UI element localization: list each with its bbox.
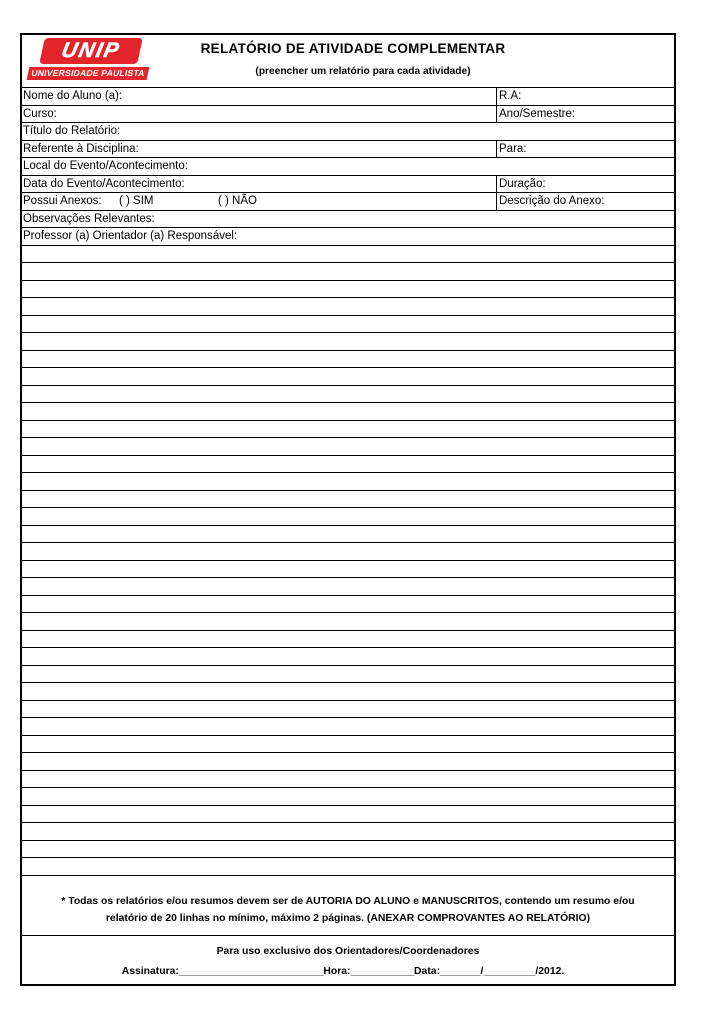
note-line-2: relatório de 20 linhas no mínimo, máximo 2 páginas. (ANEXAR COMPROVANTES AO RELATÓRIO) xyxy=(105,913,591,924)
writing-line xyxy=(22,648,674,666)
writing-line xyxy=(22,543,674,561)
writing-line xyxy=(22,421,674,439)
row-anexos xyxy=(22,193,674,211)
writing-line xyxy=(22,351,674,369)
writing-line xyxy=(22,788,674,806)
writing-line xyxy=(22,403,674,421)
writing-line xyxy=(22,298,674,316)
form-header xyxy=(22,35,674,88)
authorship-note xyxy=(22,888,674,936)
row-data xyxy=(22,176,674,194)
footer-line-1: Para uso exclusivo dos Orientadores/Coordenadores xyxy=(216,946,480,957)
writing-line xyxy=(22,823,674,841)
label-professor: Professor (a) Orientador (a) Responsável: xyxy=(23,230,238,242)
writing-line xyxy=(22,736,674,754)
report-form xyxy=(20,33,676,986)
writing-line xyxy=(22,683,674,701)
writing-line xyxy=(22,578,674,596)
label-titulo: Título do Relatório: xyxy=(23,125,121,137)
writing-line xyxy=(22,561,674,579)
label-curso: Curso: xyxy=(23,107,57,120)
row-professor xyxy=(22,228,674,246)
label-para: Para: xyxy=(496,141,674,159)
note-line-1: * Todas os relatórios e/ou resumos devem ser de AUTORIA DO ALUNO e MANUSCRITOS, contendo um resumo e/ou xyxy=(61,896,635,907)
writing-line xyxy=(22,701,674,719)
label-descricao-anexo: Descrição do Anexo: xyxy=(496,193,674,211)
writing-line xyxy=(22,316,674,334)
writing-line xyxy=(22,841,674,859)
row-titulo xyxy=(22,123,674,141)
option-nao: ( ) NÃO xyxy=(218,195,257,207)
writing-line xyxy=(22,718,674,736)
form-subtitle: (preencher um relatório para cada atividade) xyxy=(255,66,471,77)
logo-subtitle: UNIVERSIDADE PAULISTA xyxy=(27,67,150,80)
writing-line xyxy=(22,456,674,474)
label-observacoes: Observações Relevantes: xyxy=(23,212,155,225)
label-local: Local do Evento/Acontecimento: xyxy=(23,160,188,172)
row-local xyxy=(22,158,674,176)
logo-word: UNIP xyxy=(59,39,123,62)
writing-line xyxy=(22,386,674,404)
writing-line xyxy=(22,858,674,876)
label-ra: R.A: xyxy=(496,88,674,106)
label-anexos: Possui Anexos: xyxy=(23,195,102,207)
writing-lines xyxy=(22,246,674,876)
signature-line: Assinatura:_________________________Hora:___________Data:_______/_________/2012. xyxy=(121,966,565,977)
writing-line xyxy=(22,753,674,771)
row-observacoes xyxy=(22,211,674,229)
writing-line xyxy=(22,263,674,281)
writing-line xyxy=(22,666,674,684)
label-ano-semestre: Ano/Semestre: xyxy=(496,106,674,124)
row-aluno xyxy=(22,88,674,106)
writing-line xyxy=(22,246,674,264)
label-duracao: Duração: xyxy=(496,176,674,194)
writing-line xyxy=(22,281,674,299)
label-disciplina: Referente à Disciplina: xyxy=(23,142,139,155)
writing-line xyxy=(22,333,674,351)
writing-line xyxy=(22,473,674,491)
row-disciplina xyxy=(22,141,674,159)
row-curso xyxy=(22,106,674,124)
writing-line xyxy=(22,806,674,824)
writing-line xyxy=(22,631,674,649)
writing-line xyxy=(22,771,674,789)
writing-line xyxy=(22,491,674,509)
writing-line xyxy=(22,526,674,544)
coordinator-footer xyxy=(22,936,674,984)
option-sim: ( ) SIM xyxy=(119,195,154,207)
writing-line xyxy=(22,508,674,526)
writing-line xyxy=(22,596,674,614)
writing-line xyxy=(22,368,674,386)
writing-line xyxy=(22,613,674,631)
form-title: RELATÓRIO DE ATIVIDADE COMPLEMENTAR xyxy=(200,41,506,56)
label-aluno: Nome do Aluno (a): xyxy=(23,90,123,102)
writing-line xyxy=(22,438,674,456)
label-data: Data do Evento/Acontecimento: xyxy=(23,177,185,190)
